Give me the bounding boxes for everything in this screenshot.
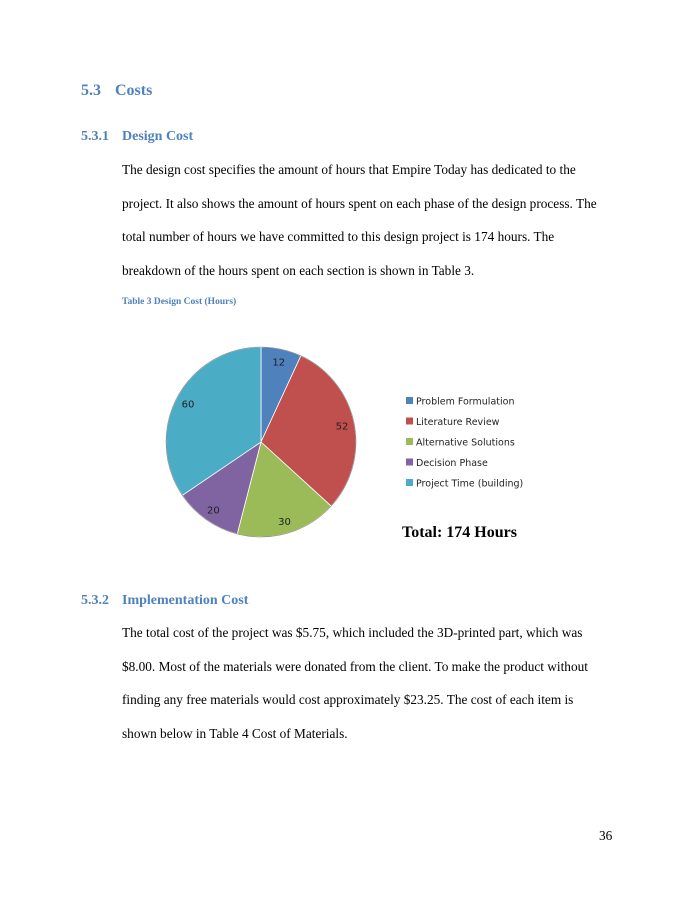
pie-data-label: 30 bbox=[278, 517, 291, 529]
legend-label: Decision Phase bbox=[416, 458, 488, 469]
paragraph-line: The total cost of the project was $5.75, which included the 3D-printed part, which was bbox=[122, 625, 583, 640]
subsection-number: 5.3.1 bbox=[81, 129, 109, 144]
legend-label: Project Time (building) bbox=[416, 478, 524, 490]
section-number: 5.3 bbox=[81, 82, 101, 99]
legend-label: Problem Formulation bbox=[416, 396, 515, 408]
legend-swatch bbox=[406, 479, 413, 486]
paragraph-line: $8.00. Most of the materials were donated from the client. To make the product without bbox=[122, 658, 588, 674]
legend-swatch bbox=[406, 418, 413, 425]
legend-label: Alternative Solutions bbox=[416, 437, 515, 449]
paragraph-line: shown below in Table 4 Cost of Materials. bbox=[122, 725, 348, 741]
table-caption: Table 3 Design Cost (Hours) bbox=[122, 297, 237, 307]
legend-swatch bbox=[406, 459, 413, 466]
pie-data-label: 60 bbox=[181, 399, 195, 411]
paragraph-line: breakdown of the hours spent on each section is shown in Table 3. bbox=[122, 262, 475, 278]
pie-data-label: 12 bbox=[272, 357, 286, 369]
legend-swatch bbox=[406, 397, 413, 404]
section-title: Costs bbox=[115, 82, 153, 99]
paragraph-line: total number of hours we have committed to this design project is 174 hours. The bbox=[122, 229, 555, 244]
subsection-heading-implementation bbox=[81, 593, 248, 609]
subsection-title: Design Cost bbox=[122, 129, 194, 144]
legend-swatch bbox=[406, 438, 413, 445]
implementation-paragraph bbox=[122, 616, 622, 750]
total-hours: Total: 174 Hours bbox=[402, 524, 517, 541]
paragraph-line: project. It also shows the amount of hours spent on each phase of the design process. The bbox=[122, 195, 597, 211]
legend-label: Literature Review bbox=[416, 417, 500, 428]
pie-data-label: 20 bbox=[207, 505, 220, 517]
pie-data-label: 52 bbox=[335, 421, 349, 433]
subsection-number: 5.3.2 bbox=[81, 593, 109, 608]
subsection-title: Implementation Cost bbox=[122, 593, 249, 608]
page-number: 36 bbox=[599, 828, 613, 843]
paragraph-line: The design cost specifies the amount of hours that Empire Today has dedicated to the bbox=[122, 162, 576, 177]
paragraph-line: finding any free materials would cost approximately $23.25. The cost of each item is bbox=[122, 692, 574, 707]
